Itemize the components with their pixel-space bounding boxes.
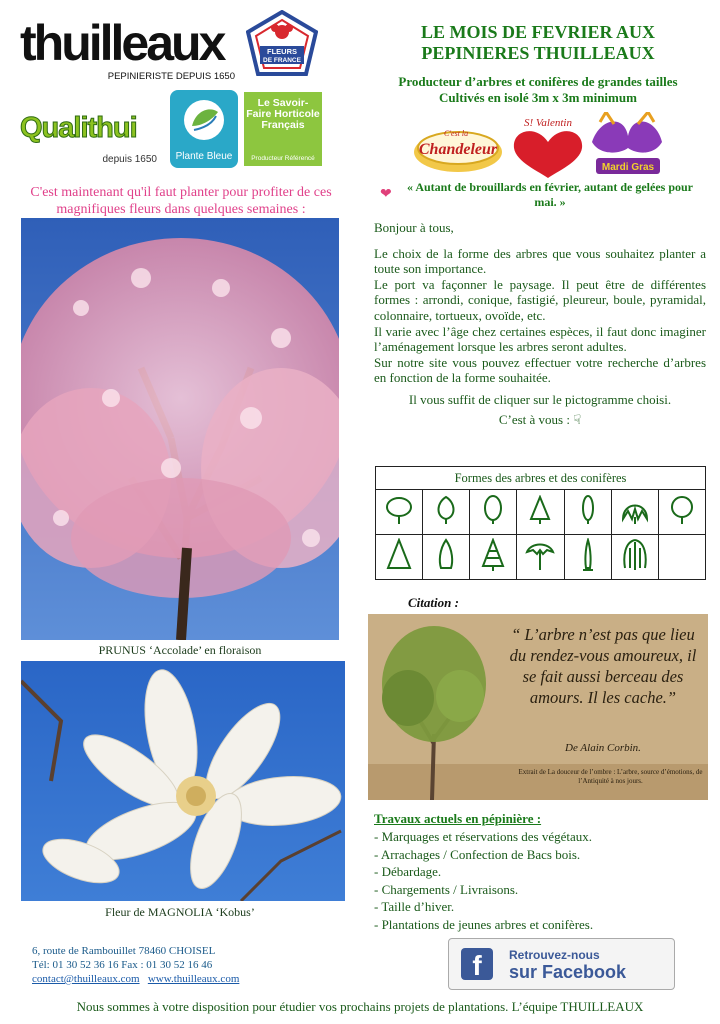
- shape-conifere-colonnaire-icon[interactable]: [423, 535, 470, 580]
- paragraph-2: Le port va façonner le paysage. Il peut être de différentes formes : arrondi, conique, fastigié, pleureur, boule, pyramidal, colonnaire, tortueux, ovoïde, etc.: [374, 276, 706, 323]
- february-badges: [410, 112, 665, 178]
- prunus-photo: [21, 218, 339, 640]
- citation-box: [368, 614, 708, 800]
- facebook-line-2: sur Facebook: [509, 962, 627, 982]
- svg-text:FLEURS: FLEURS: [267, 47, 297, 56]
- qualithui-word: Qualithui: [20, 112, 137, 144]
- badge-chandeleur-2: Chandeleur: [418, 141, 498, 158]
- qualithui-logo: [20, 112, 165, 172]
- savoir-faire-logo: [244, 92, 322, 166]
- subtitle-line-1: Producteur d’arbres et conifères de grandes tailles: [398, 74, 678, 89]
- brand-tagline: PEPINIERISTE DEPUIS 1650: [107, 71, 235, 82]
- shape-pleureur-icon[interactable]: [611, 490, 658, 535]
- facebook-line-1: Retrouvez-nous: [509, 948, 600, 962]
- plante-bleue-logo: [170, 90, 238, 168]
- facebook-icon: f: [461, 948, 493, 980]
- facebook-button[interactable]: [448, 938, 675, 990]
- paragraph-1: Le choix de la forme des arbres que vous souhaitez planter a toute son importance.: [374, 245, 706, 277]
- click-instruction: Il vous suffit de cliquer sur le pictogramme choisi.: [408, 391, 672, 407]
- travaux-item: - Marquages et réservations des végétaux.: [374, 829, 593, 844]
- email-link[interactable]: contact@thuilleaux.com: [32, 973, 140, 985]
- travaux-item: - Débardage.: [374, 864, 442, 879]
- body-text: [374, 220, 706, 427]
- prunus-caption: PRUNUS ‘Accolade’ en floraison: [98, 643, 262, 657]
- contact-block: [32, 944, 239, 986]
- subtitle: [368, 74, 708, 106]
- subtitle-line-2: Cultivés en isolé 3m x 3m minimum: [439, 90, 637, 105]
- shape-conifere-fastigie-icon[interactable]: [564, 535, 611, 580]
- badge-valentin: S! Valentin: [524, 117, 572, 129]
- phone-fax: Tél: 01 30 52 36 16 Fax : 01 30 52 16 46: [32, 959, 213, 971]
- shape-conique-icon[interactable]: [517, 490, 564, 535]
- citation-author: De Alain Corbin.: [565, 742, 641, 754]
- travaux-item: - Chargements / Livraisons.: [374, 881, 519, 897]
- thuilleaux-logo: [20, 14, 235, 82]
- shape-conifere-pyramidal-icon[interactable]: [470, 535, 517, 580]
- greeting: Bonjour à tous,: [374, 220, 454, 235]
- newsletter-title: LE MOIS DE FEVRIER AUX PEPINIERES THUILLEAUX: [420, 22, 656, 63]
- shape-ovoide-icon[interactable]: [470, 490, 517, 535]
- paragraph-3: Il varie avec l’âge chez certaines espèces, il faut donc imaginer l’aménagement lorsque les arbres seront adultes.: [374, 323, 706, 355]
- shape-boule-icon[interactable]: [423, 490, 470, 535]
- plante-bleue-label: Plante Bleue: [175, 151, 233, 162]
- website-link[interactable]: www.thuilleaux.com: [147, 973, 240, 985]
- intro-text: C'est maintenant qu'il faut planter pour profiter de ces magnifiques fleurs dans quelques semaines :: [30, 185, 332, 217]
- shape-arrondi-icon[interactable]: [376, 490, 423, 535]
- shapes-table-header: Formes des arbres et des conifères: [376, 467, 706, 490]
- travaux-title: Travaux actuels en pépinière :: [374, 811, 542, 826]
- citation-label: Citation :: [408, 595, 459, 610]
- citation-quote: “ L’arbre n’est pas que lieu du rendez-vous amoureux, il se fait aussi berceau des amours. Il les cache.”: [509, 625, 697, 707]
- magnolia-caption: Fleur de MAGNOLIA ‘Kobus’: [105, 905, 255, 919]
- cta-text: C’est à vous : ☟: [498, 411, 582, 427]
- savoir-faire-text: Le Savoir-Faire Horticole Français: [246, 97, 320, 131]
- shape-fastigie-icon[interactable]: [564, 490, 611, 535]
- shape-conifere-pleureur-icon[interactable]: [611, 535, 658, 580]
- magnolia-photo: [21, 661, 345, 901]
- paragraph-4: Sur notre site vous pouvez effectuer votre recherche d’arbres en fonction de la forme souhaitée.: [374, 354, 706, 386]
- address: 6, route de Rambouillet 78460 CHOISEL: [32, 945, 216, 957]
- tree-shapes-table: [375, 466, 706, 580]
- travaux-item: - Taille d’hiver.: [374, 899, 455, 914]
- travaux-list: [374, 828, 706, 933]
- shape-pyramidal-icon[interactable]: [658, 490, 705, 535]
- closing-text: Nous sommes à votre disposition pour étudier vos prochains projets de plantations. L’équipe THUILLEAUX: [76, 999, 644, 1014]
- badge-chandeleur-1: C'est la: [444, 129, 469, 138]
- shape-parasol-icon[interactable]: [517, 535, 564, 580]
- citation-extract: Extrait de La douceur de l’ombre : L’arbre, source d’émotions, de l’Antiquité à nos jours.: [518, 768, 703, 785]
- travaux-item: - Arrachages / Confection de Bacs bois.: [374, 846, 581, 862]
- shape-conifere-conique-icon[interactable]: [376, 535, 423, 580]
- heart-icon: ❤: [380, 187, 392, 202]
- travaux-item: - Plantations de jeunes arbres et conifères.: [374, 916, 594, 932]
- shape-empty-cell: [658, 535, 705, 580]
- proverb: « Autant de brouillards en février, autant de gelées pour mai. »: [406, 180, 693, 209]
- qualithui-sub: depuis 1650: [102, 154, 157, 165]
- svg-text:DE FRANCE: DE FRANCE: [263, 57, 301, 64]
- fleurs-de-france-logo: [246, 10, 318, 76]
- brand-name: thuilleaux: [20, 15, 224, 71]
- badge-mardi-gras: Mardi Gras: [601, 162, 655, 173]
- savoir-faire-sub: Producteur Référencé: [251, 155, 315, 162]
